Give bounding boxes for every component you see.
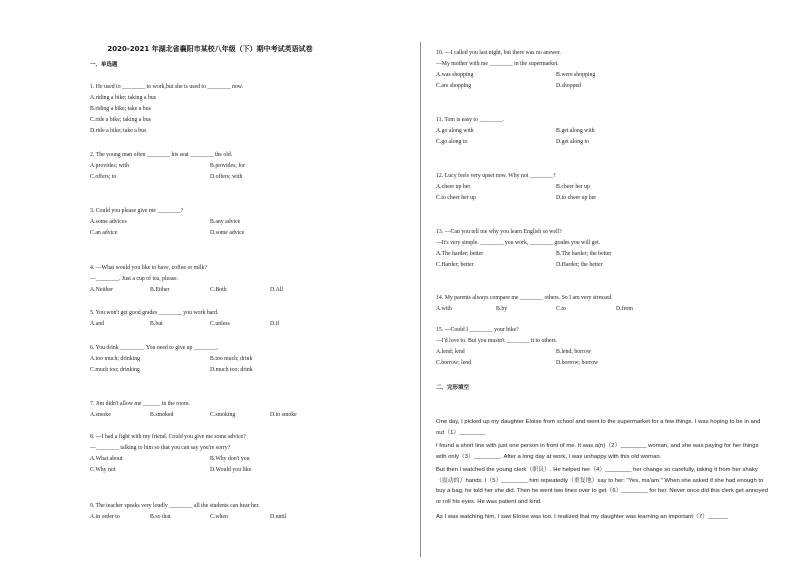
question-11-option-c: C.go along to (436, 139, 468, 145)
question-10-stem-2: —My mother with me ________ in the supermarket. (436, 61, 559, 67)
question-13-option-c: C.Harder; better (436, 262, 474, 268)
cloze-paragraph-4: As I was watching him, I saw Eloise was too. I realized that my daughter was learning an important（7）______ (436, 514, 728, 520)
question-13-option-a: A.The harder; better (436, 251, 484, 257)
question-10-stem: 10. —I called you last night, but there was no answer. (436, 50, 561, 56)
question-11-option-a: A.go along with (436, 128, 474, 134)
question-6-option-d: D.much too; drink (210, 367, 253, 373)
question-2-option-d: D.offers; with (210, 174, 243, 180)
question-11-option-d: D.get along to (556, 139, 590, 145)
question-2-option-c: C.offers; to (90, 174, 117, 180)
question-8-stem-2: —________ talking to him so that you can say you're sorry? (90, 445, 231, 451)
question-4-stem-2: —________. Just a cup of tea, please. (90, 276, 179, 282)
question-6-stem: 6. You drink ________. You need to give up ________. (90, 345, 219, 351)
question-7-option-d: D.to smoke (270, 412, 297, 418)
question-11-stem: 11. Tom is easy to ________. (436, 117, 505, 123)
question-5-option-a: A.and (90, 321, 105, 327)
question-3-option-d: D.some advice (210, 230, 245, 236)
question-14-option-b: B.by (496, 306, 508, 312)
question-12-option-b: B.cheer her up (556, 184, 590, 190)
question-15-stem: 15. —Could I ________ your bike? (436, 327, 519, 333)
question-2-option-a: A.provides; with (90, 163, 129, 169)
question-3-option-a: A.some advices (90, 219, 127, 225)
question-10-option-a: A.was shopping (436, 72, 474, 78)
question-3-option-c: C.an advice (90, 230, 118, 236)
question-9-option-b: B.so that (150, 514, 171, 520)
question-12-option-a: A.cheer up her (436, 184, 471, 190)
question-13-stem-2: —It's very simple. ________ you work, ________ grades you will get. (436, 240, 601, 246)
question-10-option-d: D.shopped (556, 83, 581, 89)
question-9-option-c: C.when (210, 514, 228, 520)
question-8-option-c: C.Why not (90, 467, 116, 473)
cloze-paragraph-2: I found a short line with just one person in front of me. It was a(n)（2）________ woman, and she was paying for her things with only（3）________. After a long day at work, I was unhappy with this old woman. (436, 443, 759, 460)
question-3-option-b: B.any advice (210, 219, 241, 225)
question-3-stem: 3. Could you please give me ________? (90, 208, 184, 214)
question-4-option-c: C.Both (210, 287, 227, 293)
question-4-option-b: B.Either (150, 287, 170, 293)
question-1-option-c: C.ride a bike; taking a bus (90, 117, 151, 123)
question-4-stem: 4. —What would you like to have, coffee or milk? (90, 265, 207, 271)
question-12-option-d: D.to cheer up her (556, 195, 597, 201)
question-15-option-d: D.borrow; borrow (556, 360, 599, 366)
question-15-option-a: A.lend; lend (436, 349, 465, 355)
question-8-option-a: A.What about (90, 456, 123, 462)
question-2-stem: 2. The young man often ________ his seat ________ the old. (90, 152, 233, 158)
question-8-option-b: B.Why don't you (210, 456, 250, 462)
question-5-stem: 5. You won't get good grades ________ you work hard. (90, 310, 219, 316)
question-6-option-a: A.too much; drinking (90, 356, 141, 362)
question-7-option-a: A.smoke (90, 412, 111, 418)
question-5-option-b: B.but (150, 321, 163, 327)
question-9-option-a: A.in order to (90, 514, 120, 520)
question-6-option-c: C.much too; drinking (90, 367, 140, 373)
question-10-option-b: B.were shopping (556, 72, 596, 78)
question-8-option-d: D.Would you like (210, 467, 252, 473)
question-15-option-b: B.lend; borrow (556, 349, 592, 355)
cloze-paragraph-3: But then I watched the young clerk（职员）. He helped her（4）________ her change so carefully, taking it from her shaky（震动的）hands. I（5）________ him repeatedly（重复地）say to her: "Yes, ma'am." When she asked if she had enough to buy a bag, he told her she did. Then he went two lines over to get（6）________ for her. Never once did this clerk get annoyed or roll his eyes. He was patient and kind. (436, 467, 768, 505)
question-14-option-a: A.with (436, 306, 452, 312)
column-divider (420, 42, 421, 557)
question-1-option-a: A.riding a bike; taking a bus (90, 95, 157, 101)
question-13-option-d: D.Harder; the better (556, 262, 603, 268)
question-7-option-b: B.smoked (150, 412, 174, 418)
question-5-option-d: D.if (270, 321, 280, 327)
question-13-option-b: B.The harder; the better (556, 251, 612, 257)
question-11-option-b: B.get along with (556, 128, 595, 134)
question-7-stem: 7. Jim didn't allow me ______ in the room. (90, 401, 190, 407)
question-14-option-c: C.to (556, 306, 566, 312)
question-4-option-d: D.All (270, 287, 284, 293)
question-1-stem: 1. He used to ________ to work,but she is used to ________ now. (90, 84, 244, 90)
question-14-stem: 14. My parents always compare me ________ others. So I am very stressed. (436, 295, 613, 301)
question-14-option-d: D.from (616, 306, 633, 312)
question-12-option-c: C.to cheer her up (436, 195, 476, 201)
question-1-option-d: D.ride a bike; take a bus (90, 128, 147, 134)
question-10-option-c: C.are shopping (436, 83, 472, 89)
question-5-option-c: C.unless (210, 321, 230, 327)
cloze-paragraph-1: One day, I picked up my daughter Eloise from school and went to the supermarket for a few things. I was hoping to be in and out（1）________ (436, 419, 761, 436)
question-6-option-b: B.too much; drink (210, 356, 253, 362)
question-2-option-b: B.provides; for (210, 163, 246, 169)
question-13-stem: 13. —Can you tell me why you learn English so well? (436, 229, 562, 235)
exam-title: 2020-2021 年湖北省襄阳市某校八年级（下）期中考试英语试卷 (107, 45, 313, 53)
question-12-stem: 12. Lucy feels very upset now. Why not ________? (436, 173, 556, 179)
question-7-option-c: C.smoking (210, 412, 236, 418)
section-heading-single-choice: 一、单选题 (90, 62, 118, 68)
question-9-option-d: D.until (270, 514, 287, 520)
question-4-option-a: A.Neither (90, 287, 114, 293)
question-15-stem-2: —I'd love to. But you mustn't ________ it to others. (436, 338, 558, 344)
question-8-stem: 8. —I had a fight with my friend. Could you give me some advice? (90, 434, 246, 440)
question-15-option-c: C.borrow; lend (436, 360, 472, 366)
section-heading-cloze: 二、完形填空 (436, 385, 470, 391)
question-1-option-b: B.riding a bike; take a bus (90, 106, 151, 112)
question-9-stem: 9. The teacher speaks very loudly ________ all the students can hear her. (90, 503, 260, 509)
